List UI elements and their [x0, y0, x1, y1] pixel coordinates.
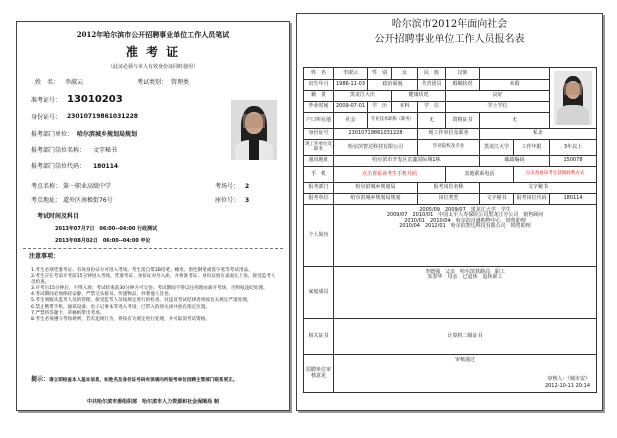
post-code-value: 180114	[93, 163, 119, 170]
birth-label: 出生年月	[304, 80, 334, 91]
post-type-value: 文字秘书	[480, 194, 514, 205]
exam-time-1: 2013年07月7日 06:00--04:00 行政测试	[55, 226, 158, 232]
work-unit-value: 哈尔滨智达科技有限公司	[334, 140, 418, 156]
other-phone-link[interactable]: 点击查看该考生其他联系方式	[514, 167, 597, 183]
address-label: 通讯地址	[304, 156, 334, 167]
postcode-label: 邮政编码	[480, 156, 550, 167]
family-label: 家庭成员	[304, 267, 334, 319]
form-title-2: 公开招聘事业单位工作人员报名表	[374, 34, 525, 45]
divider	[23, 248, 283, 249]
name-label: 姓 名：	[35, 79, 60, 86]
gender-label: 性 别	[368, 68, 392, 80]
unit-value: 哈尔滨城乡规划局规划	[77, 131, 138, 138]
resume-line: 2010/01 2010/04 哈尔滨百盛购物中心 销售助理	[404, 217, 526, 224]
post-code-value: 180114	[550, 194, 597, 205]
other-phone-label: 其他联系电话	[446, 167, 514, 183]
room-number-label: 考场号：	[215, 183, 240, 190]
grad-date-label: 毕业时间	[304, 102, 334, 113]
exam-time-2: 2013年08月02日 06:00--04:00 申论	[55, 238, 151, 244]
notice-item: 3.开考后15分钟后，不得入场；考试结束前30分钟方可交卷。考试期间不得以任何理由离开考场，否则按违纪处理。	[31, 286, 268, 292]
postcode-value: 150078	[550, 156, 597, 167]
exam-number-label: 准考证号：	[31, 97, 62, 104]
post-name-label: 报考岗位名称	[418, 183, 480, 194]
notice-item: 1.考生必须凭准考证、有效身份证方可进入考场。考生需自带2B铅笔、橡皮、黑色钢笔或签字笔等考试用品。	[31, 268, 253, 273]
registration-form	[296, 13, 603, 411]
name-label: 姓 名	[304, 68, 334, 80]
id-label: 身份证号：	[31, 114, 62, 121]
notice-item: 6.禁止携带手机、通讯设备、电子记事本等进入考场，已带入的须关闭并放在指定位置。	[31, 304, 210, 310]
address-label: 考点地址：	[31, 197, 62, 204]
marital-value: 未婚	[480, 80, 550, 91]
notice-item: 4.考试期间必须保持安静，严禁交头接耳、传递物品、抄袭他人答卷。	[31, 292, 174, 298]
hukou-value: 社会	[334, 113, 368, 129]
post-type-label: 岗位类型	[418, 194, 480, 205]
work-unit-label: 现工作单位及职务	[418, 129, 480, 140]
gender-value: 女	[392, 68, 418, 80]
dept-label: 报考部门	[304, 183, 334, 194]
unit-name-value: 哈尔滨城乡规划局规划	[334, 194, 418, 205]
id-value: 23010719861031228	[334, 129, 418, 140]
title-qual-value: 无	[418, 113, 446, 129]
notice-heading: 注意事项：	[29, 253, 60, 260]
name-value: 李淑云	[65, 79, 84, 86]
grad-school-value: 黑龙江大学	[480, 140, 514, 156]
education-label: 学 历	[368, 102, 392, 113]
post-code-label: 报考部门岗位代码：	[31, 163, 86, 170]
notice-item: 7.严禁将答题卡、草稿纸带出考场。	[31, 310, 105, 316]
health-value: 良好	[446, 91, 550, 102]
unit-name-label: 报考单位	[304, 194, 334, 205]
years-value: 3年以上	[550, 140, 597, 156]
ticket-note: （此证必须与本人有效身份证同时使用）	[107, 64, 198, 70]
education-value: 本科	[392, 102, 418, 113]
admission-ticket	[16, 21, 290, 411]
notice-item: 8.考生必须遵守考场规则，若有违规行为，将按有关规定进行处理，并可取消考试资格。	[31, 316, 210, 322]
resume-line: 2005/09 2009/07 黑龙江大学 学生	[419, 207, 511, 213]
result-value: 审核通过	[454, 357, 475, 363]
hometown-value: 黑龙江大庆	[334, 91, 392, 102]
unit-nature-value: 私企	[480, 129, 597, 140]
marital-label: 婚姻状况	[446, 80, 480, 91]
certs-label: 相关证书	[304, 319, 334, 355]
form-photo	[554, 71, 592, 125]
degree-value: 学士学位	[446, 102, 550, 113]
notice-item: 2.考生应在考前开考前15分钟进入考场，凭准考证、身份证对号入座，并将准考证、身份证放在桌面左上角，接受监考人员检查。	[31, 274, 276, 286]
ethnicity-label: 民 族	[418, 68, 446, 80]
politics-label: 政治面貌	[368, 80, 418, 91]
tip-text: 请立即检查本人基本信息，如姓名及身份证号码有误请向所报考单位招聘主管部门联系更正。	[49, 378, 238, 383]
form-title-1: 哈尔滨市2012年面向社会	[391, 19, 508, 30]
years-label: 工作年限	[514, 140, 550, 156]
site-label: 考点名称：	[31, 183, 62, 190]
cert-value: 无	[480, 113, 550, 129]
result-label: 招聘单位审核意见	[304, 355, 334, 393]
time-heading: 考试时间及科目	[37, 213, 80, 220]
certs-value: 计算机二级证书	[334, 319, 597, 355]
family-line: 朱春华 母亲 已退休 退休职工	[427, 274, 503, 281]
registration-table	[303, 67, 597, 393]
mobile-link[interactable]: 点击查看该考生手机号码	[334, 167, 446, 183]
dept-label: 报考部门岗位名称：	[31, 147, 86, 154]
degree-label: 学 位	[418, 102, 446, 113]
politics-value: 共青团员	[418, 80, 446, 91]
post-code-label: 报考岗位代码	[514, 194, 550, 205]
ticket-title: 2012年哈尔滨市公开招聘事业单位工作人员笔试	[76, 30, 230, 39]
address-value: 哈尔滨市开发区宏鑫国际城1栋	[334, 156, 480, 167]
title-qual-label: 专业技术职称（职务）	[368, 113, 418, 129]
seat-label: 座位号：	[215, 197, 240, 204]
form-photo-cell	[550, 68, 597, 129]
ethnicity-value: 汉族	[446, 68, 480, 80]
resume-line: 2010/04 2012/01 哈尔滨智达科技有限公司 销售助理	[399, 222, 531, 229]
dept-value: 哈尔滨城乡规划局	[334, 183, 418, 194]
resume-line: 2009/07 2010/01 中国太平人寿保险公司黑龙江分公司 销售顾问	[386, 212, 544, 219]
work-unit-row-label: 现工作单位及职务	[304, 140, 334, 156]
health-label: 健康状况	[392, 91, 446, 102]
review-date: 2012-10-11 20:14	[544, 382, 590, 389]
exam-type-value: 管理类	[171, 79, 190, 86]
birth-value: 1986-11-03	[334, 80, 368, 91]
room-number-value: 2	[245, 183, 250, 190]
id-value: 23010719861031228	[67, 113, 138, 120]
site-value: 第一职业高级中学	[63, 183, 112, 190]
hukou-label: 户口所在地	[304, 113, 334, 129]
name-value: 李淑云	[334, 68, 368, 80]
grad-school-label: 毕业院校及专业	[418, 140, 480, 156]
family-line: 李德强 父亲 哈尔滨铁路局 职工	[424, 269, 505, 275]
notice-item: 5.考生须服从监考人员的管理，接受监考人员按规定进行的检查，对违反考试纪律者将按有关规定严肃处理。	[31, 298, 252, 304]
mobile-label: 手 机	[304, 167, 334, 183]
reviewer: 审核人：《城市安》	[547, 375, 590, 382]
hometown-label: 籍 贯	[304, 91, 334, 102]
ticket-footer: 中共哈尔滨市委组织部 哈尔滨市人力资源和社会保障局 制	[87, 399, 219, 405]
unit-label: 报考部门单位：	[31, 131, 74, 138]
cert-label: 资格证书	[446, 113, 480, 129]
tip-label: 提示：	[31, 376, 50, 383]
tip-block	[31, 377, 277, 384]
grad-date-value: 2009-07-01	[334, 102, 368, 113]
dept-value: 文字秘书	[93, 147, 118, 154]
post-name-value: 文字秘书	[480, 183, 597, 194]
applicant-photo	[231, 100, 277, 160]
seat-value: 3	[245, 197, 250, 204]
ticket-subtitle: 准 考 证	[125, 45, 181, 59]
id-label: 身份证号	[304, 129, 334, 140]
notice-list	[31, 268, 277, 323]
address-value: 道外区南极街76号	[63, 197, 113, 204]
resume-label: 个人简历	[304, 205, 334, 267]
exam-number-value: 13010203	[67, 94, 123, 105]
exam-type-label: 考试类别：	[137, 79, 168, 86]
